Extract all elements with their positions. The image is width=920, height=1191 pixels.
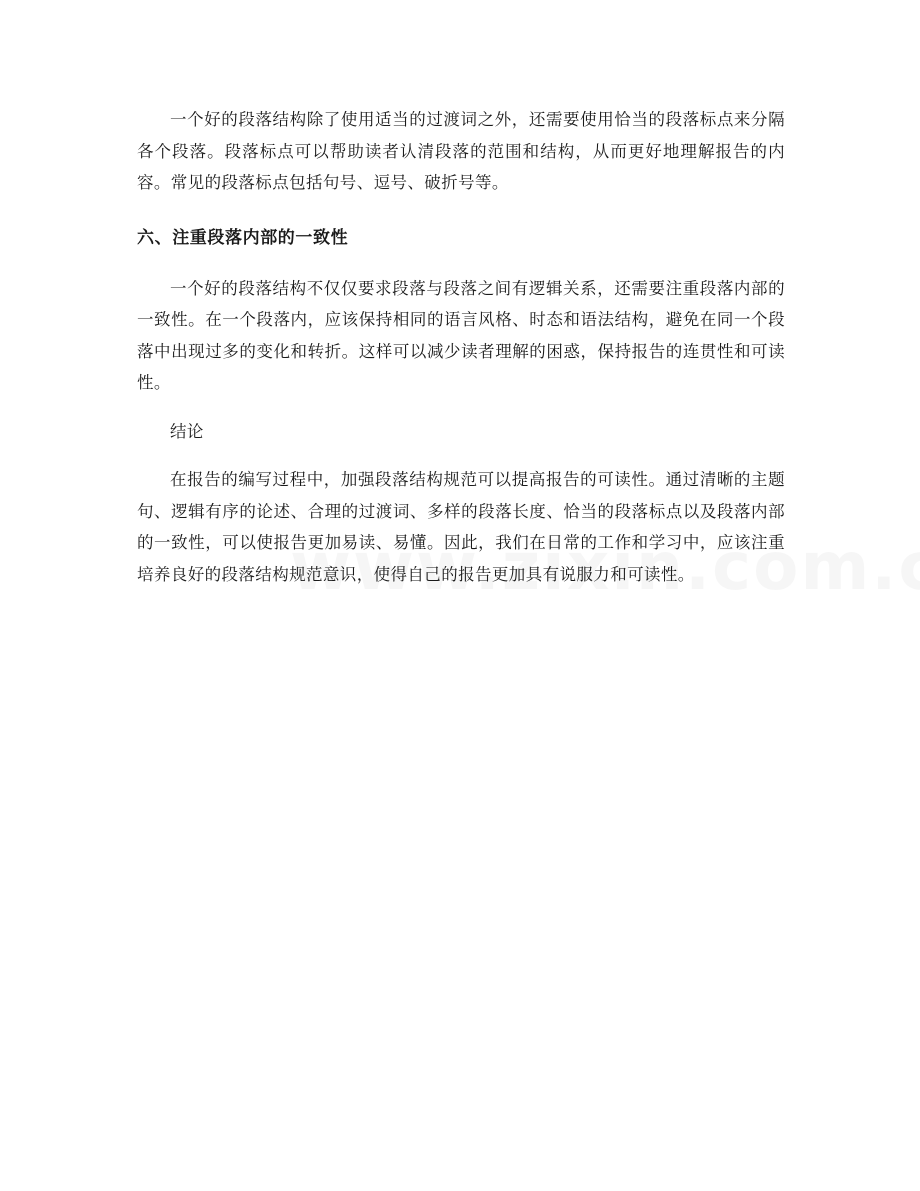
section-heading-6: 六、注重段落内部的一致性 — [137, 227, 349, 248]
document-body — [137, 104, 785, 590]
paragraph-consistency: 一个好的段落结构不仅仅要求段落与段落之间有逻辑关系，还需要注重段落内部的一致性。在一个段落内，应该保持相同的语言风格、时态和语法结构，避免在同一个段落中出现过多的变化和转折。这样可以减少读者理解的困惑，保持报告的连贯性和可读性。 — [137, 278, 785, 392]
paragraph-punctuation: 一个好的段落结构除了使用适当的过渡词之外，还需要使用恰当的段落标点来分隔各个段落。段落标点可以帮助读者认清段落的范围和结构，从而更好地理解报告的内容。常见的段落标点包括句号、逗号、破折号等。 — [137, 110, 785, 192]
conclusion-label: 结论 — [170, 421, 204, 441]
paragraph-conclusion: 在报告的编写过程中，加强段落结构规范可以提高报告的可读性。通过清晰的主题句、逻辑有序的论述、合理的过渡词、多样的段落长度、恰当的段落标点以及段落内部的一致性，可以使报告更加易读、易懂。因此，我们在日常的工作和学习中，应该注重培养良好的段落结构规范意识，使得自己的报告更加具有说服力和可读性。 — [137, 470, 785, 584]
